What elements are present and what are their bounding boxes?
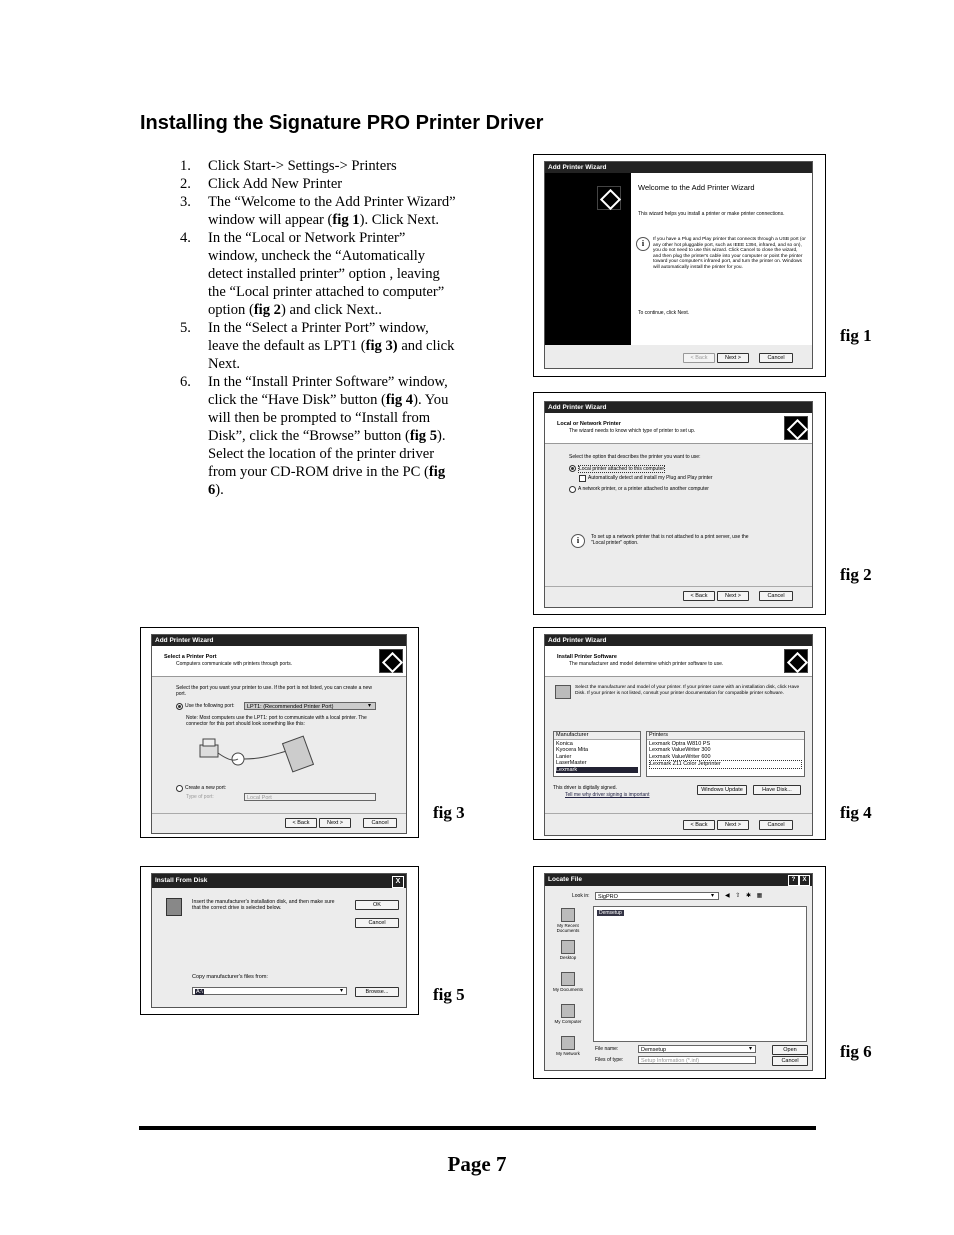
step-text: The “Welcome to the Add Printer Wizard” window will appear ( — [208, 194, 456, 228]
fig2-prompt: Select the option that describes the printer you want to use: — [569, 454, 701, 460]
fig6-lookin-dropdown-icon: ▾ — [711, 893, 715, 899]
fig2-network-label: A network printer, or a printer attached to another computer — [578, 486, 709, 492]
fig4-have-disk-button[interactable]: Have Disk... — [753, 785, 801, 795]
fig3-prompt: Select the port you want your printer to use. If the port is not listed, you can create a new port. — [176, 685, 372, 697]
figure-reference: fig 2 — [253, 302, 281, 318]
fig2-sub: The wizard needs to know which type of printer to set up. — [569, 428, 696, 434]
instruction-step — [178, 157, 458, 175]
fig2-info-icon: i — [571, 534, 585, 548]
fig1-printer-icon — [597, 186, 621, 210]
step-number: 1. — [180, 158, 191, 174]
fig5-copy-label: Copy manufacturer's files from: — [192, 974, 268, 980]
fig3-connector-illustration — [192, 733, 332, 783]
fig3-printer-icon — [379, 649, 403, 673]
fig4-window — [544, 634, 813, 836]
fig1-next-button[interactable]: Next > — [717, 353, 749, 363]
fig2-separator — [545, 586, 812, 587]
fig5-cancel-button[interactable]: Cancel — [355, 918, 399, 928]
fig6-place-icon — [561, 940, 575, 954]
instruction-step — [178, 319, 458, 373]
figure-reference: fig 1 — [332, 212, 360, 228]
fig2-back-button[interactable]: < Back — [683, 591, 715, 601]
fig5-path-value: A:\ — [196, 989, 203, 995]
fig1-frame — [533, 154, 826, 377]
fig6-place-label: My Documents — [552, 987, 583, 992]
fig4-printer-icon — [784, 649, 808, 673]
fig6-places-bar — [545, 906, 591, 1068]
fig1-titlebar: Add Printer Wizard — [545, 162, 812, 173]
step-number: 3. — [180, 194, 191, 210]
fig3-type-select[interactable]: Local Port — [244, 793, 376, 801]
fig6-title-text: Locate File — [548, 876, 582, 883]
fig5-path-input[interactable] — [192, 987, 347, 995]
fig4-heading: Install Printer Software — [557, 654, 617, 660]
fig2-window — [544, 401, 813, 608]
fig6-help-icon[interactable]: ? — [788, 875, 799, 886]
fig1-back-button[interactable]: < Back — [683, 353, 715, 363]
fig6-place-icon — [561, 908, 575, 922]
step-text: In the “Select a Printer Port” window, leave the default as LPT1 ( — [208, 320, 429, 354]
fig4-manufacturer-list[interactable] — [553, 731, 641, 777]
fig5-frame — [140, 866, 419, 1015]
fig4-manufacturer-item[interactable]: Lanier — [556, 753, 572, 760]
fig5-ok-button[interactable]: OK — [355, 900, 399, 910]
step-text: and click Next. — [208, 338, 455, 372]
fig6-place-item[interactable] — [547, 972, 589, 992]
fig2-autodetect-label: Automatically detect and install my Plug and Play printer — [588, 475, 713, 481]
fig1-info-icon: i — [636, 237, 650, 251]
fig1-intro: This wizard helps you install a printer or make printer connections. — [638, 211, 785, 217]
fig6-place-label: My Computer — [554, 1019, 582, 1024]
fig3-port-select[interactable]: LPT1: (Recommended Printer Port) — [244, 702, 376, 710]
fig4-manufacturer-header: Manufacturer — [554, 732, 640, 740]
fig6-close-icon[interactable]: X — [799, 875, 810, 886]
fig6-titlebar — [545, 874, 812, 886]
fig2-heading: Local or Network Printer — [557, 421, 621, 427]
fig4-manufacturer-item[interactable]: Konica — [556, 740, 573, 747]
step-text: ). Select the location of the printer driver from your CD-ROM drive in the PC ( — [208, 428, 446, 480]
fig3-next-button[interactable]: Next > — [319, 818, 351, 828]
fig4-frame — [533, 627, 826, 840]
fig4-manufacturer-item[interactable]: Lexmark — [556, 767, 638, 774]
step-number: 4. — [180, 230, 191, 246]
instruction-step — [178, 193, 458, 229]
fig6-place-icon — [561, 1004, 575, 1018]
step-text: Click Add New Printer — [208, 176, 343, 192]
fig6-place-label: My Network — [556, 1051, 580, 1056]
step-text: ). — [215, 482, 224, 498]
fig3-use-port-label: Use the following port: — [185, 703, 235, 709]
fig3-label: fig 3 — [433, 803, 465, 822]
fig3-back-button[interactable]: < Back — [285, 818, 317, 828]
fig6-cancel-button[interactable]: Cancel — [772, 1056, 808, 1066]
instruction-step — [178, 373, 458, 499]
fig3-heading: Select a Printer Port — [164, 654, 217, 660]
figure-reference: fig 3) — [365, 338, 398, 354]
fig6-open-button[interactable]: Open — [772, 1045, 808, 1055]
fig6-filetype-select[interactable]: Setup Information (*.inf) — [638, 1056, 756, 1064]
fig6-file-item[interactable]: Demsetup — [599, 910, 622, 916]
fig4-printer-item[interactable]: Lexmark ValueWriter 300 — [649, 747, 711, 753]
fig4-header — [545, 646, 812, 677]
fig3-port-dropdown-icon: ▾ — [368, 703, 372, 709]
fig3-titlebar: Add Printer Wizard — [152, 635, 406, 646]
figure-reference: fig 4 — [385, 392, 414, 408]
fig4-back-button[interactable]: < Back — [683, 820, 715, 830]
fig5-window — [151, 873, 407, 1008]
fig3-frame — [140, 627, 419, 838]
fig4-why-link[interactable]: Tell me why driver signing is important — [565, 792, 650, 798]
fig1-label: fig 1 — [840, 326, 872, 345]
fig1-continue: To continue, click Next. — [638, 310, 690, 316]
fig6-toolbar-icons[interactable]: ◀ ⇧ ✱ ▦ — [725, 893, 765, 899]
fig4-cancel-button[interactable]: Cancel — [759, 820, 793, 830]
fig2-next-button[interactable]: Next > — [717, 591, 749, 601]
fig6-window — [544, 873, 813, 1071]
fig5-disk-icon — [166, 898, 182, 916]
fig6-label: fig 6 — [840, 1042, 872, 1061]
figure-reference: fig 6 — [208, 464, 446, 498]
fig6-place-item[interactable] — [547, 908, 589, 933]
page-title: Installing the Signature PRO Printer Driver — [140, 112, 544, 134]
fig1-window — [544, 161, 813, 369]
footer-rule — [139, 1126, 816, 1130]
step-text: Click Start-> Settings-> Printers — [208, 158, 397, 174]
fig5-label: fig 5 — [433, 985, 465, 1004]
fig6-filename-input[interactable]: Demsetup — [638, 1045, 756, 1053]
step-number: 5. — [180, 320, 191, 336]
fig3-cancel-button[interactable]: Cancel — [363, 818, 397, 828]
fig2-frame — [533, 392, 826, 615]
fig1-cancel-button[interactable]: Cancel — [759, 353, 793, 363]
fig6-place-item[interactable] — [547, 1004, 589, 1024]
fig6-place-icon — [561, 972, 575, 986]
fig4-prompt: Select the manufacturer and model of your printer. If your printer came with an installation disk, click Have Disk. If your printer is not listed, consult your printer documentation for compatible printer software. — [575, 685, 800, 696]
step-text: ). Click Next. — [359, 212, 440, 228]
fig2-network-radio[interactable] — [569, 486, 576, 493]
fig6-place-label: My Recent Documents — [556, 923, 580, 933]
fig4-separator — [545, 813, 812, 814]
fig6-filename-label: File name: — [595, 1046, 619, 1052]
fig6-place-icon — [561, 1036, 575, 1050]
fig6-place-label: Desktop — [559, 955, 577, 960]
instruction-step — [178, 229, 458, 319]
fig4-printers-header: Printers — [647, 732, 804, 740]
fig6-lookin-label: Look in: — [572, 893, 590, 899]
fig5-titlebar — [152, 874, 406, 888]
fig6-place-item[interactable] — [547, 1036, 589, 1056]
fig3-separator — [152, 813, 406, 814]
fig4-printer-small-icon — [555, 685, 571, 699]
fig1-content — [631, 173, 812, 345]
fig3-note: Note: Most computers use the LPT1: port to communicate with a local printer. The connector for this port should look something like this: — [186, 715, 367, 727]
fig3-type-label: Type of port: — [186, 794, 214, 800]
step-text: ) and click Next.. — [280, 302, 382, 318]
instruction-step — [178, 175, 458, 193]
fig4-titlebar: Add Printer Wizard — [545, 635, 812, 646]
fig4-printer-item[interactable]: Lexmark Optra W810 PS — [649, 740, 711, 747]
fig2-label: fig 2 — [840, 565, 872, 584]
fig5-message: Insert the manufacturer's installation disk, and then make sure that the correct drive is selected below. — [192, 899, 335, 912]
fig3-create-port-label: Create a new port: — [185, 785, 227, 791]
fig3-sub: Computers communicate with printers through ports. — [176, 661, 293, 667]
fig2-header — [545, 413, 812, 444]
fig4-manufacturer-item[interactable]: LaserMaster — [556, 760, 587, 766]
step-text: In the “Install Printer Software” window, click the “Have Disk” button ( — [208, 374, 448, 408]
fig1-heading: Welcome to the Add Printer Wizard — [638, 183, 755, 192]
fig2-cancel-button[interactable]: Cancel — [759, 591, 793, 601]
fig5-close-icon[interactable]: X — [392, 876, 404, 888]
fig6-frame — [533, 866, 826, 1079]
fig6-place-item[interactable] — [547, 940, 589, 960]
fig6-lookin-select[interactable]: SigPRO — [595, 892, 719, 900]
fig4-signed-text: This driver is digitally signed. — [553, 785, 617, 791]
fig6-filetype-label: Files of type: — [595, 1057, 624, 1063]
fig2-printer-icon — [784, 416, 808, 440]
fig6-file-list[interactable] — [593, 906, 807, 1042]
fig4-printer-item[interactable]: Lexmark ValueWriter 600 — [649, 753, 711, 760]
fig2-autodetect-checkbox[interactable] — [579, 475, 586, 482]
figure-reference: fig 5 — [409, 428, 437, 444]
fig2-local-label: Local printer attached to this computer — [579, 466, 665, 472]
fig3-window — [151, 634, 407, 834]
fig4-sub: The manufacturer and model determine which printer software to use. — [569, 661, 724, 667]
step-text: ). You will then be prompted to “Install from Disk”, click the “Browse” button ( — [208, 392, 449, 444]
fig2-info-text: To set up a network printer that is not attached to a print server, use the "Local printer" option. — [591, 534, 749, 546]
step-text: In the “Local or Network Printer” window, uncheck the “Automatically detect installed printer” option , leaving the “Local printer attached to computer” option ( — [208, 230, 445, 318]
fig3-header — [152, 646, 406, 677]
page-number: Page 7 — [447, 1152, 507, 1176]
fig3-use-port-radio[interactable] — [176, 703, 183, 710]
fig1-info-text: If you have a Plug and Play printer that connects through a USB port (or any other hot pluggable port, such as IEEE 1394, infrared, and so on), you do not need to use this wizard. Click Cancel to close the wizard, and then plug the printer's cable into your computer or point the printer toward your computer's infrared port, and turn the printer on. Windows will automatically install the printer for you. — [653, 237, 806, 270]
fig5-title-text: Install From Disk — [155, 877, 208, 884]
fig4-label: fig 4 — [840, 803, 872, 822]
fig2-titlebar: Add Printer Wizard — [545, 402, 812, 413]
fig2-local-radio[interactable] — [569, 465, 576, 472]
fig6-filename-dropdown-icon: ▾ — [749, 1046, 753, 1052]
instruction-list — [178, 157, 458, 499]
fig4-printers-list[interactable] — [646, 731, 805, 777]
step-number: 2. — [180, 176, 191, 192]
fig4-windows-update-button[interactable]: Windows Update — [697, 785, 747, 795]
fig4-printer-item[interactable]: Lexmark Z11 Color Jetprinter — [649, 760, 802, 769]
step-number: 6. — [180, 374, 191, 390]
fig5-browse-button[interactable]: Browse... — [355, 987, 399, 997]
fig4-manufacturer-item[interactable]: Kyocera Mita — [556, 747, 589, 753]
fig5-path-dropdown-icon: ▾ — [340, 988, 344, 994]
fig4-next-button[interactable]: Next > — [717, 820, 749, 830]
fig3-create-port-radio[interactable] — [176, 785, 183, 792]
